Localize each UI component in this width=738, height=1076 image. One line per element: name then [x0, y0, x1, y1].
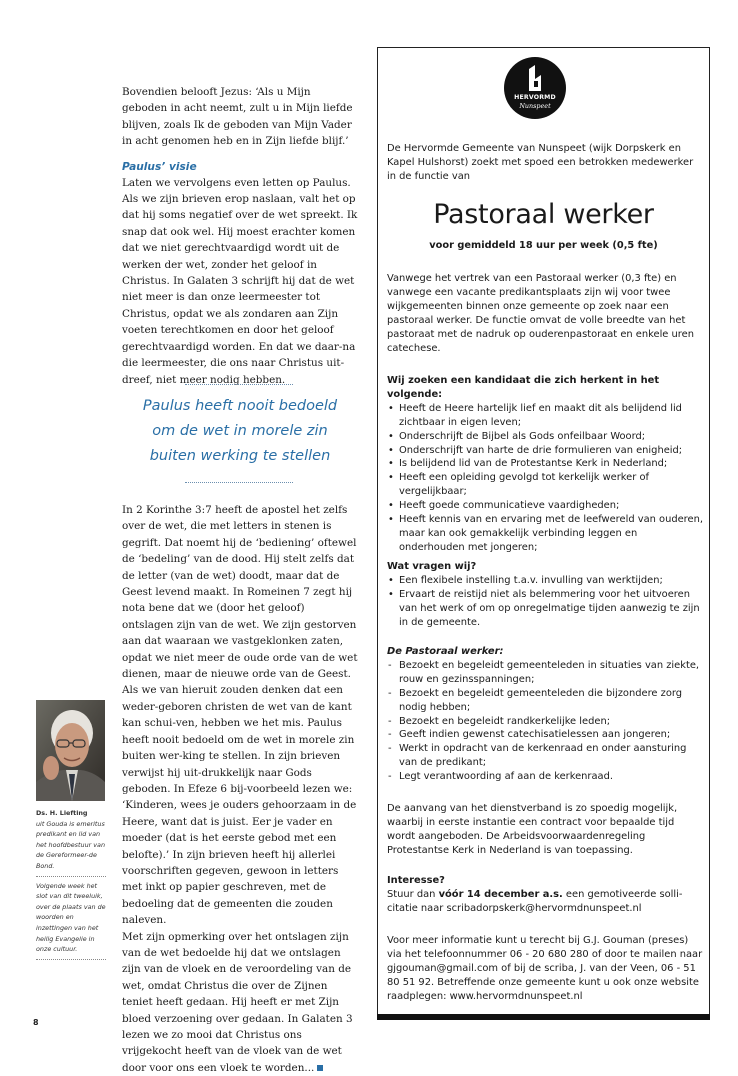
caption-divider — [36, 876, 106, 877]
article-paragraph-1: Laten we vervolgens even letten op Paulus. Als we zijn brieven erop naslaan, valt het op dat hij soms negatief over de wet spreekt. Ik snap dat ook wel. Hij moest erachter komen dat we niet gerechtvaardigd wordt uit de werken der wet, zonder het geloof in Christus. In Galaten 3 schrijft hij dat de wet niet meer is dan onze leermeester tot Christus, opdat we als zondaren aan Zijn voeten terechtkomen en door het geloof gerechtvaardigd worden. En dat we daar-na die leermeester, die ons naar Christus uit-dreef, niet meer nodig hebben. — [122, 176, 358, 386]
requirements-section — [387, 374, 703, 555]
logo-text-hervormd: HERVORMD — [514, 94, 556, 101]
tasks-heading: De Pastoraal werker: — [387, 646, 504, 657]
interest-heading: Interesse? — [387, 875, 445, 886]
author-photo — [36, 700, 105, 801]
author-portrait-icon — [36, 700, 105, 801]
interest-text — [387, 888, 703, 916]
contact-info: Voor meer informatie kunt u terecht bij G.J. Gouman (preses) via het telefoonnummer 06 - 20 680 280 of door te mailen naar gjgouman@gmail.com of bij de scriba, J. van der Veen, 06 - 51 80 51 92. Betreffende onze gemeente kunt u ook onze website raadplegen: www.hervormdnunspeet.nl — [387, 935, 703, 1002]
church-logo — [504, 57, 566, 119]
requirements-heading: Wij zoeken een kandidaat die zich herkent in het volgende: — [387, 375, 660, 400]
ad-bottom-bar — [377, 1014, 710, 1020]
page-number: 8 — [33, 1018, 39, 1027]
list-item: - Geeft indien gewenst catechisatielessen aan jongeren; — [387, 728, 703, 742]
section-heading: Paulus’ visie — [122, 160, 197, 173]
requirements-list — [387, 402, 703, 555]
article-column-bottom — [122, 502, 358, 1076]
list-item: • Heeft goede communicatieve vaardigheden; — [387, 499, 703, 513]
article-intro: Bovendien belooft Jezus: ‘Als u Mijn geboden in acht neemt, zult u in Mijn liefde blijven, zoals Ik de geboden van Mijn Vader in acht genomen heb en in Zijn liefde blijf.’ — [122, 86, 353, 148]
article-paragraph-3-text: Met zijn opmerking over het ontslagen zijn van de wet bedoelde hij dat we ontslagen zijn van de vloek en de veroordeling van de wet, omdat Christus die over de Zijnen teniet heeft gedaan. Hij heeft er met Zijn bloed verzoening over gedaan. In Galaten 3 lezen we zo mooi dat Christus ons vrijgekocht heeft van de vloek van de wet door voor ons een vloek te worden... — [122, 930, 353, 1074]
author-name: Ds. H. Liefting — [36, 809, 88, 817]
interest-pre: Stuur dan — [387, 888, 439, 900]
list-item: • Heeft de Heere hartelijk lief en maakt dit als belijdend lid zichtbaar in eigen leven; — [387, 402, 703, 430]
demands-list — [387, 574, 703, 630]
ad-intro: De Hervormde Gemeente van Nunspeet (wijk Dorpskerk en Kapel Hulshorst) zoekt met spoed een betrokken medewerker in de functie van — [387, 143, 694, 182]
list-item: • Onderschrijft de Bijbel als Gods onfeilbaar Woord; — [387, 430, 703, 444]
series-note: Volgende week het slot van dit tweeluik, over de plaats van de woorden en inzettingen van het heilig Evangelie in onze cultuur. — [36, 881, 106, 954]
list-item: - Bezoekt en begeleidt randkerkelijke leden; — [387, 715, 703, 729]
interest-post: een gemotiveerde solli-citatie naar scribadorpskerk@hervormdnunspeet.nl — [387, 888, 683, 914]
tasks-section — [387, 645, 703, 784]
list-item: - Werkt in opdracht van de kerkenraad en onder aansturing van de predikant; — [387, 742, 703, 770]
article-paragraph-3 — [122, 929, 358, 1076]
job-title: Pastoraal werker — [433, 199, 654, 230]
demands-heading: Wat vragen wij? — [387, 561, 477, 572]
list-item: • Heeft kennis van en ervaring met de leefwereld van ouderen, maar kan ook gemakkelijk verbinding leggen en onderhouden met jongeren; — [387, 513, 703, 555]
interest-deadline: vóór 14 december a.s. — [438, 888, 563, 900]
demands-section — [387, 560, 703, 630]
pull-quote: Paulus heeft nooit bedoeld om de wet in morele zin buiten werking te stellen — [142, 398, 338, 464]
article-paragraph-2: In 2 Korinthe 3:7 heeft de apostel het zelfs over de wet, die met letters in stenen is gegrift. Dat noemt hij de ‘bediening’ oftewel de ‘bedeling’ van de dood. Hij stelt zelfs dat de letter (van de wet) doodt, maar dat de Geest levend maakt. In Romeinen 7 zegt hij nota bene dat we (door het geloof) ontslagen zijn van de wet. We zijn gestorven aan dat waaraan we vastgeklonken zaten, opdat we niet meer de oude orde van de wet dienen, maar de nieuwe orde van de Geest. Als we van hieruit zouden denken dat een weder-geboren christen de wet van de kant kan schui-ven, hebben we het mis. Paulus heeft nooit bedoeld om de wet in morele zin buiten wer-king te stellen. In zijn brieven verwijst hij uit-drukkelijk naar Gods geboden. In Efeze 6 bij-voorbeeld lezen we: ‘Kinderen, wees je ouders gehoorzaam in de Heere, want dat is juist. Eer je vader en moeder (dat is het eerste gebod met een belofte).’ In zijn brieven heeft hij allerlei voorschriften gegeven, gewoon in letters met inkt op papier geschreven, met de bedoeling dat de gemeenten die zouden naleven. — [122, 504, 358, 927]
list-item: • Onderschrijft van harte de drie formulieren van enigheid; — [387, 444, 703, 458]
article-column-top — [122, 84, 358, 388]
author-bio: uit Gouda is emeritus predikant en lid van het hoofdbestuur van de Gereformeer-de Bond. — [36, 819, 106, 870]
list-item: - Bezoekt en begeleidt gemeenteleden die bijzondere zorg nodig hebben; — [387, 687, 703, 715]
list-item: • Ervaart de reistijd niet als belemmering voor het uitvoeren van het werk of om op onregelmatige tijden aanwezig te zijn in de gemeente. — [387, 588, 703, 630]
list-item: • Een flexibele instelling t.a.v. invulling van werktijden; — [387, 574, 703, 588]
logo-text-nunspeet: Nunspeet — [519, 102, 551, 110]
list-item: • Heeft een opleiding gevolgd tot kerkelijk werker of vergelijkbaar; — [387, 471, 703, 499]
list-item: - Legt verantwoording af aan de kerkenraad. — [387, 770, 703, 784]
vacancy-ad — [377, 47, 710, 1015]
list-item: - Bezoekt en begeleidt gemeenteleden in situaties van ziekte, rouw en gezinsspanningen; — [387, 659, 703, 687]
list-item: • Is belijdend lid van de Protestantse Kerk in Nederland; — [387, 457, 703, 471]
appointment-text: De aanvang van het dienstverband is zo spoedig mogelijk, waarbij in eerste instantie een contract voor bepaalde tijd wordt aangeboden. De Arbeidsvoorwaardenregeling Protestantse Kerk in Nederland is van toepassing. — [387, 803, 678, 856]
author-caption — [36, 808, 106, 964]
quote-divider-bottom — [185, 482, 293, 483]
interest-section — [387, 874, 703, 916]
quote-divider-top — [185, 384, 293, 385]
job-hours: voor gemiddeld 18 uur per week (0,5 fte) — [429, 240, 658, 251]
caption-divider-bottom — [36, 959, 106, 960]
tasks-list — [387, 659, 703, 784]
job-description: Vanwege het vertrek van een Pastoraal werker (0,3 fte) en vanwege een vacante predikantsplaats zijn wij voor twee wijkgemeenten binnen onze gemeente op zoek naar een pastoraal werker. De functie omvat de volle breedte van het pastoraat met de nadruk op ouderenpastoraat en enkele uren catechese. — [387, 273, 694, 354]
